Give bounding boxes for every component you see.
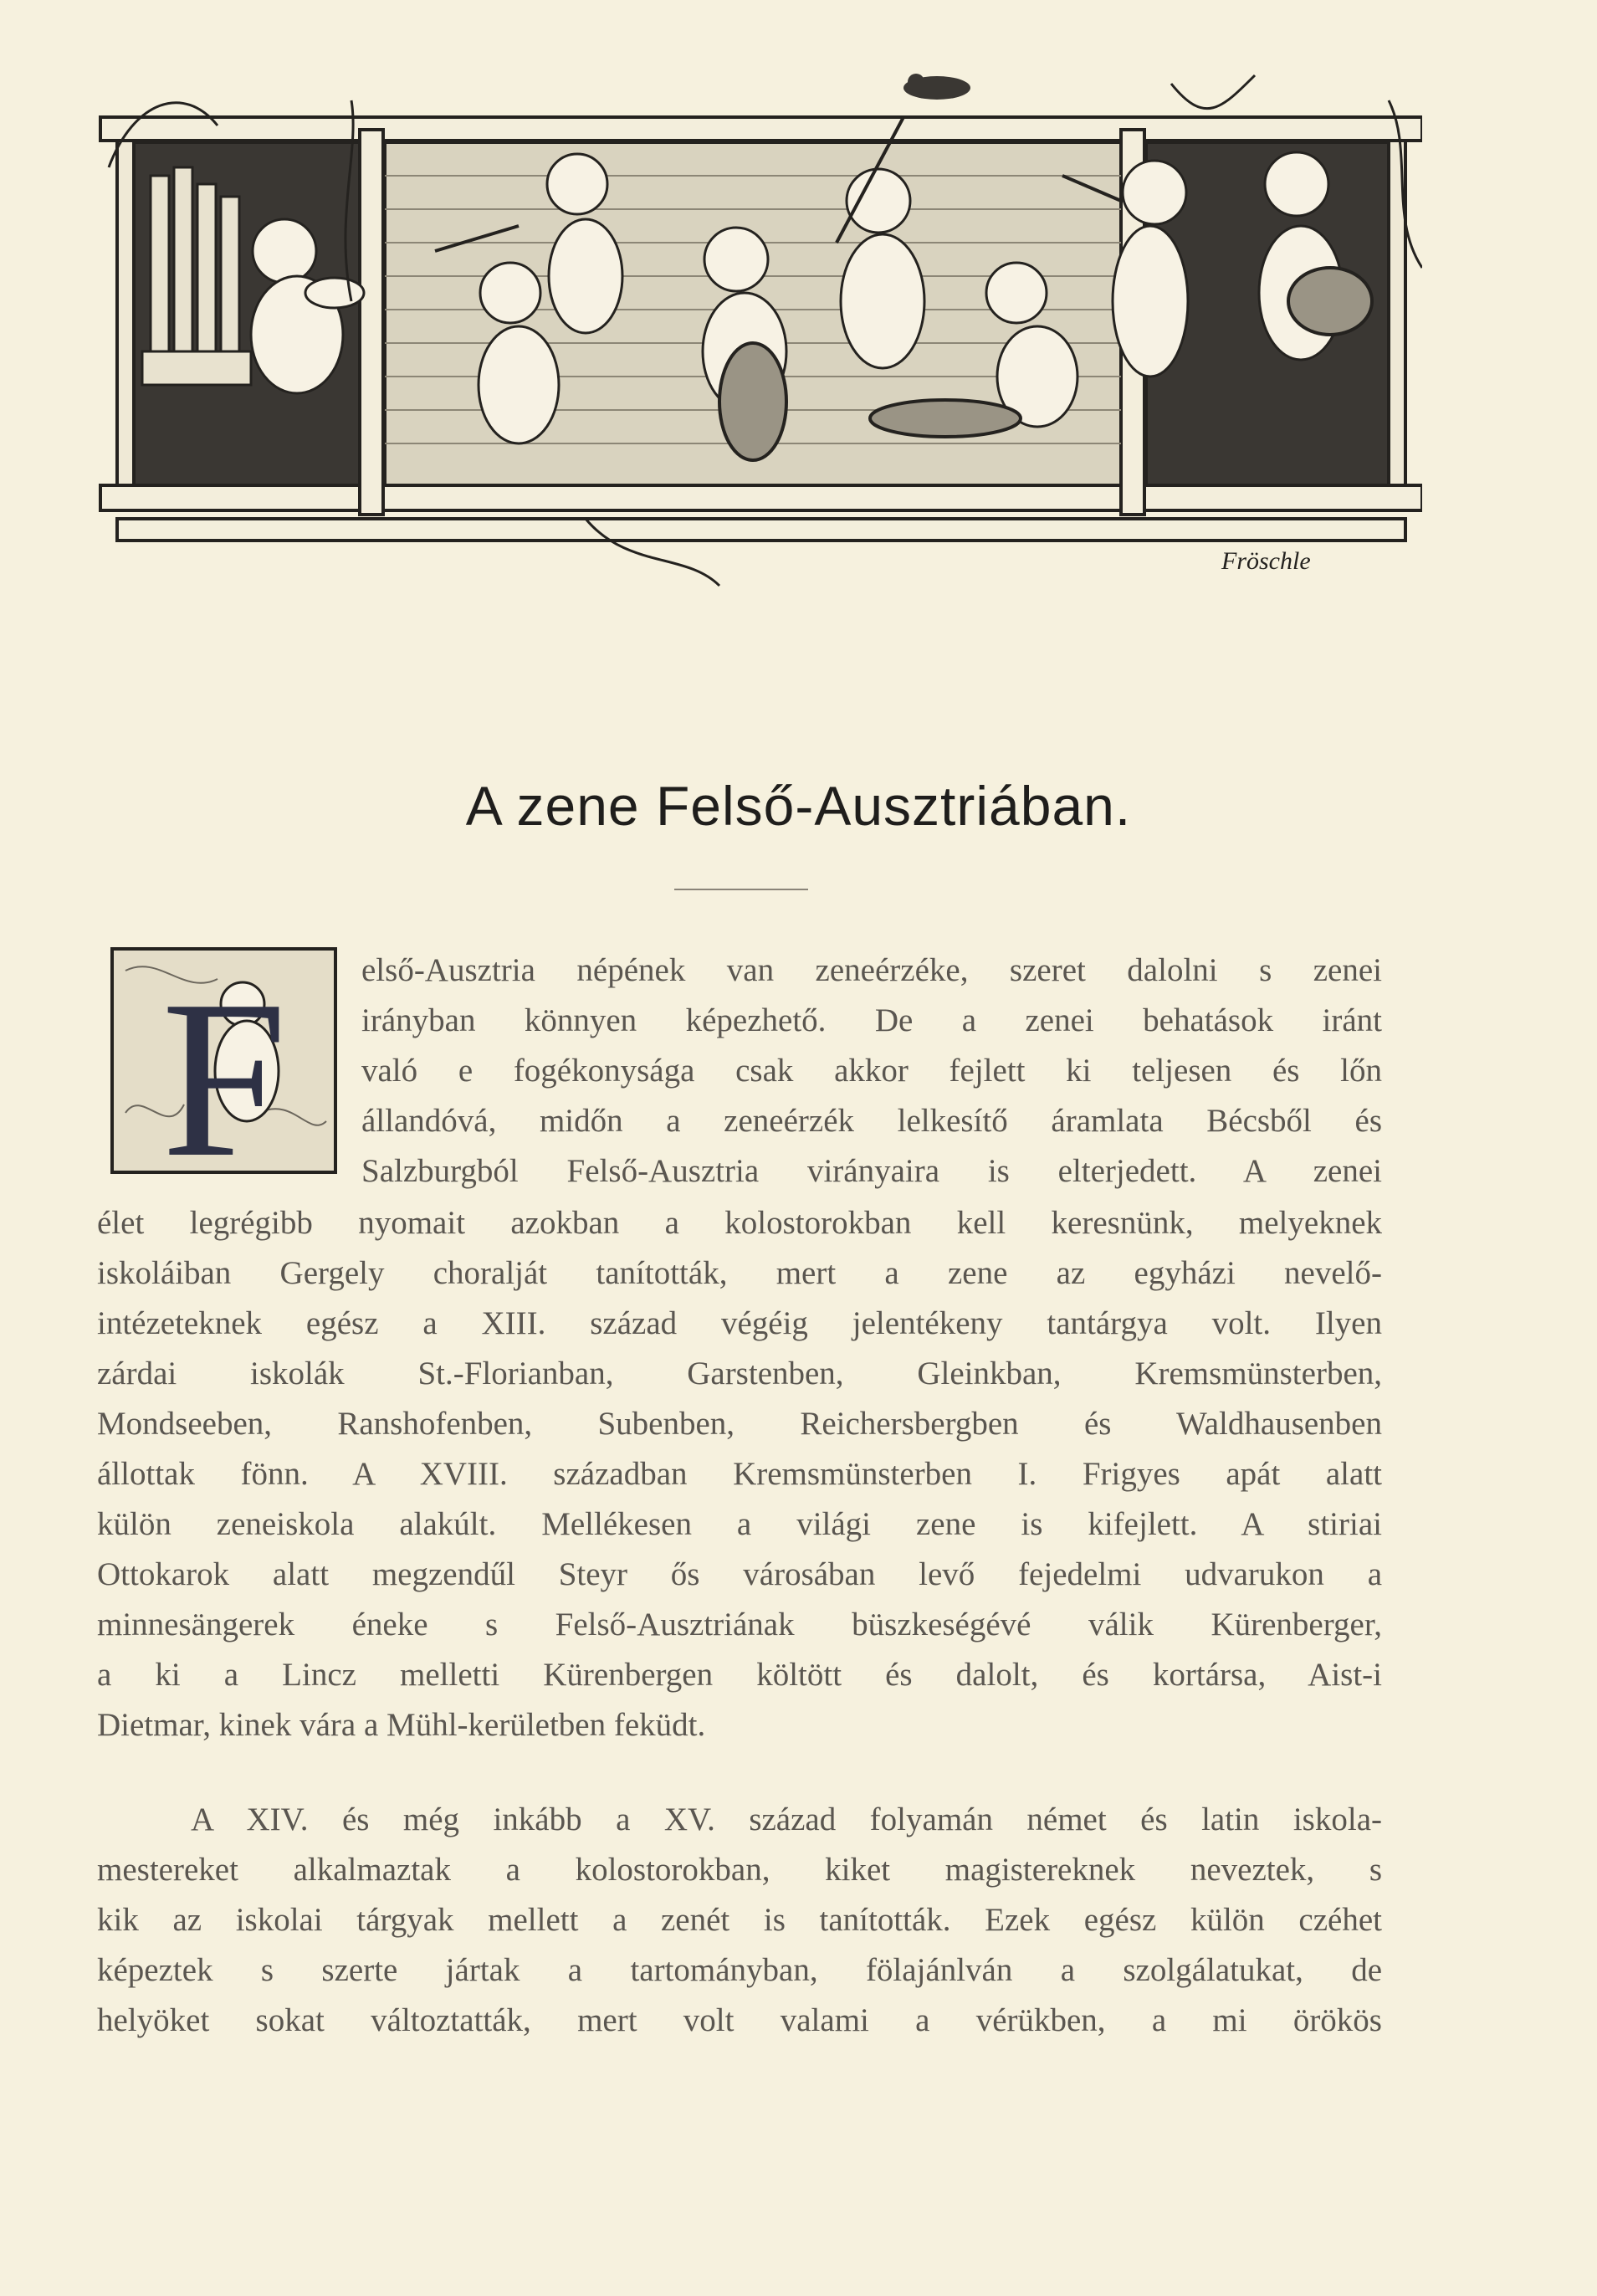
- text-line: Mondseeben, Ranshofenben, Subenben, Reichersbergben és Waldhausenben: [97, 1406, 1382, 1442]
- text-line: Ottokarok alatt megzendűl Steyr ős városában levő fejedelmi udvarukon a: [97, 1556, 1382, 1592]
- text-line: első-Ausztria népének van zeneérzéke, szeret dalolni s zenei: [361, 952, 1382, 988]
- text-line: képeztek s szerte jártak a tartományban, fölajánlván a szolgálatukat, de: [97, 1952, 1382, 1988]
- article-title: A zene Felső-Ausztriában.: [465, 775, 1132, 837]
- text-line: helyöket sokat változtatták, mert volt valami a vérükben, a mi örökös: [97, 2002, 1382, 2038]
- text-line: élet legrégibb nyomait azokban a kolostorokban kell keresnünk, melyeknek: [97, 1205, 1382, 1241]
- text-line: Dietmar, kinek vára a Mühl-kerületben feküdt.: [97, 1707, 706, 1743]
- title-divider: [674, 889, 808, 890]
- cherub-musicians-illustration: [84, 50, 1422, 602]
- text-line: Salzburgból Felső-Ausztria virányaira is elterjedett. A zenei: [361, 1153, 1382, 1189]
- text-line: irányban könnyen képezhető. De a zenei behatások iránt: [361, 1002, 1382, 1038]
- text-line: iskoláiban Gergely choralját tanították, mert a zene az egyházi nevelő-: [97, 1255, 1382, 1291]
- text-line: intézeteknek egész a XIII. század végéig jelentékeny tantárgya volt. Ilyen: [97, 1305, 1382, 1341]
- text-line: állottak fönn. A XVIII. században Kremsmünsterben I. Frigyes apát alatt: [97, 1456, 1382, 1492]
- text-line: külön zeneiskola alakúlt. Mellékesen a világi zene is kifejlett. A stiriai: [97, 1506, 1382, 1542]
- text-line: mestereket alkalmaztak a kolostorokban, kiket magistereknek neveztek, s: [97, 1852, 1382, 1888]
- text-line: a ki a Lincz melletti Kürenbergen költött és dalolt, és kortársa, Aist-i: [97, 1657, 1382, 1693]
- text-line: való e fogékonysága csak akkor fejlett ki teljesen és lőn: [361, 1053, 1382, 1089]
- illustration-signature: Fröschle: [1221, 547, 1311, 575]
- initial-letter: F: [161, 954, 288, 1176]
- text-line: kik az iskolai tárgyak mellett a zenét is tanították. Ezek egész külön czéhet: [97, 1902, 1382, 1938]
- text-line: minnesängerek éneke s Felső-Ausztriának büszkeségévé válik Kürenberger,: [97, 1607, 1382, 1643]
- text-line: A XIV. és még inkább a XV. század folyamán német és latin iskola-: [191, 1801, 1382, 1837]
- text-line: állandóvá, midőn a zeneérzék lelkesítő áramlata Bécsből és: [361, 1103, 1382, 1139]
- decorated-initial-f: [109, 946, 339, 1176]
- text-line: zárdai iskolák St.-Florianban, Garstenben, Gleinkban, Kremsmünsterben,: [97, 1356, 1382, 1391]
